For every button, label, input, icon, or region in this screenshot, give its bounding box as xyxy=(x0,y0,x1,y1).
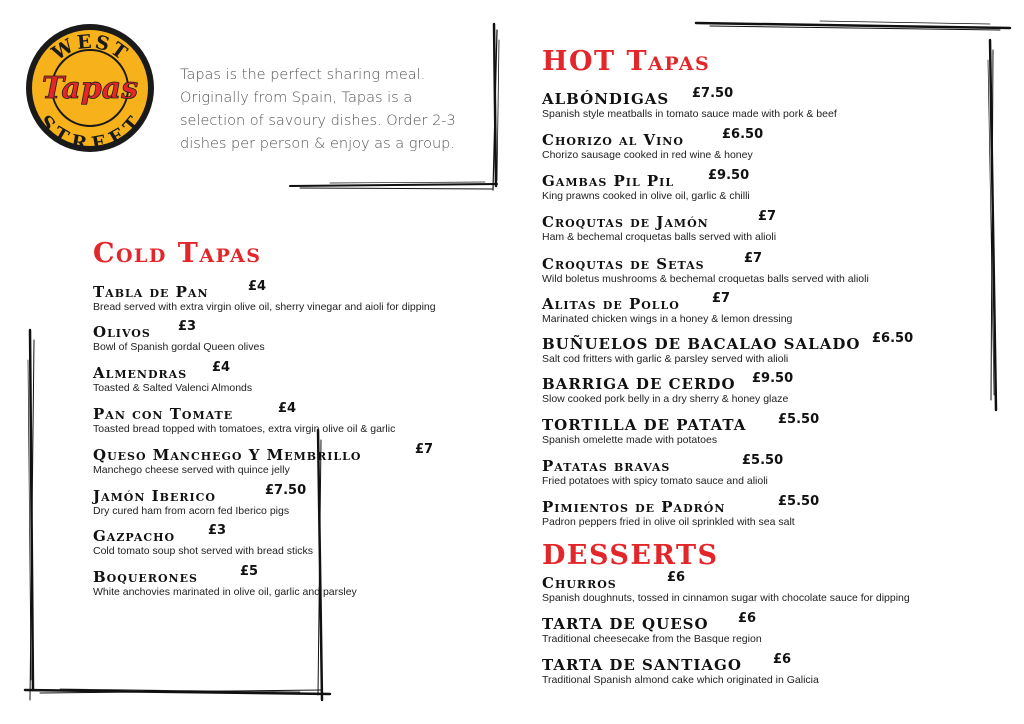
menu-item xyxy=(542,494,820,529)
menu-item xyxy=(542,453,784,488)
menu-item-description: White anchovies marinated in olive oil, garlic and parsley xyxy=(93,586,357,598)
menu-item-name: Churros xyxy=(542,574,617,592)
svg-text:STREET: STREET xyxy=(34,110,146,154)
menu-item-name: Jamón Iberico xyxy=(93,487,216,505)
menu-item-description: Slow cooked pork belly in a dry sherry & honey glaze xyxy=(542,393,789,405)
menu-item-name: Pan con Tomate xyxy=(93,405,234,423)
svg-text:WEST: WEST xyxy=(48,30,133,66)
menu-item-price: £7 xyxy=(712,291,731,306)
menu-item-description: Spanish doughnuts, tossed in cinnamon sugar with chocolate sauce for dipping xyxy=(542,592,910,604)
menu-item-name: Queso Manchego Y Membrillo xyxy=(93,446,362,464)
west-street-tapas-logo xyxy=(24,22,156,154)
menu-item-price: £7 xyxy=(415,442,434,457)
menu-item-price: £5.50 xyxy=(778,494,820,509)
menu-item xyxy=(542,611,762,646)
menu-item xyxy=(542,570,910,605)
menu-item xyxy=(93,564,357,599)
menu-item-description: Toasted & Salted Valenci Almonds xyxy=(93,382,253,394)
menu-item xyxy=(542,251,869,286)
menu-item-name: Tabla de Pan xyxy=(93,283,209,301)
menu-item-name: Croqutas de Jamón xyxy=(542,213,709,231)
menu-item-price: £5 xyxy=(240,564,259,579)
menu-item-name: Patatas bravas xyxy=(542,457,671,475)
menu-item xyxy=(93,279,436,314)
menu-item-name: Croqutas de Setas xyxy=(542,255,705,273)
menu-item-price: £3 xyxy=(208,523,227,538)
menu-item-price: £7.50 xyxy=(692,86,734,101)
menu-item-price: £6 xyxy=(773,652,792,667)
svg-text:Tapas: Tapas xyxy=(41,71,139,106)
menu-item xyxy=(542,331,914,366)
menu-item xyxy=(93,319,265,354)
menu-item-name: TORTILLA DE PATATA xyxy=(542,416,747,434)
menu-item-description: Wild boletus mushrooms & bechemal croquetas balls served with alioli xyxy=(542,273,869,285)
intro-text: Tapas is the perfect sharing meal. Originally from Spain, Tapas is a selection of savoury dishes. Order 2-3 dishes per person & enjoy as a group. xyxy=(180,67,456,152)
menu-item-name: Chorizo al Vino xyxy=(542,131,684,149)
menu-item-description: Chorizo sausage cooked in red wine & honey xyxy=(542,149,753,161)
menu-item xyxy=(542,291,793,326)
menu-item xyxy=(93,360,253,395)
menu-item-name: Gazpacho xyxy=(93,527,176,545)
menu-item-name: Almendras xyxy=(93,364,188,382)
menu-item xyxy=(542,127,764,162)
menu-item xyxy=(93,483,307,518)
menu-item-price: £5.50 xyxy=(742,453,784,468)
menu-item-price: £6.50 xyxy=(722,127,764,142)
menu-item-description: Toasted bread topped with tomatoes, extra virgin olive oil & garlic xyxy=(93,423,396,435)
menu-item xyxy=(542,86,837,121)
desserts-title: DESSERTS xyxy=(542,540,719,571)
menu-item-description: Marinated chicken wings in a honey & lemon dressing xyxy=(542,313,793,325)
menu-item-description: Traditional Spanish almond cake which originated in Galicia xyxy=(542,674,819,686)
menu-item-price: £5.50 xyxy=(778,412,820,427)
menu-item-price: £4 xyxy=(212,360,231,375)
menu-item-name: TARTA DE SANTIAGO xyxy=(542,656,742,674)
menu-item-description: Cold tomato soup shot served with bread sticks xyxy=(93,545,314,557)
menu-item-description: Padron peppers fried in olive oil sprinkled with sea salt xyxy=(542,516,795,528)
menu-item-name: ALBÓNDIGAS xyxy=(542,90,670,108)
menu-item xyxy=(93,442,434,477)
menu-item-name: TARTA DE QUESO xyxy=(542,615,709,633)
menu-item xyxy=(542,209,777,244)
menu-item-description: Bowl of Spanish gordal Queen olives xyxy=(93,341,265,353)
menu-item-price: £7 xyxy=(744,251,763,266)
menu-item-name: Alitas de Pollo xyxy=(542,295,680,313)
menu-item xyxy=(542,168,750,203)
menu-item-description: Manchego cheese served with quince jelly xyxy=(93,464,290,476)
cold-tapas-title: Cold Tapas xyxy=(93,238,262,269)
menu-item-name: Pimientos de Padrón xyxy=(542,498,726,516)
menu-item-description: Traditional cheesecake from the Basque region xyxy=(542,633,762,645)
menu-item-price: £9.50 xyxy=(752,371,794,386)
menu-item-description: Spanish style meatballs in tomato sauce made with pork & beef xyxy=(542,108,837,120)
menu-item xyxy=(542,412,820,447)
menu-item-name: Olivos xyxy=(93,323,151,341)
menu-item-description: Ham & bechemal croquetas balls served with alioli xyxy=(542,231,777,243)
menu-item-price: £4 xyxy=(278,401,297,416)
menu-item xyxy=(93,523,314,558)
menu-item-price: £6 xyxy=(738,611,757,626)
menu-item-price: £7 xyxy=(758,209,777,224)
menu-item-description: Bread served with extra virgin olive oil, sherry vinegar and aioli for dipping xyxy=(93,301,436,313)
menu-item-price: £6.50 xyxy=(872,331,914,346)
menu-item xyxy=(93,401,396,436)
menu-item-description: Salt cod fritters with garlic & parsley served with alioli xyxy=(542,353,789,365)
menu-item-price: £6 xyxy=(667,570,686,585)
menu-item-name: BUÑUELOS DE BACALAO SALADO xyxy=(542,335,861,353)
menu-item xyxy=(542,652,819,687)
menu-item-price: £9.50 xyxy=(708,168,750,183)
menu-item xyxy=(542,371,794,406)
menu-item-description: Fried potatoes with spicy tomato sauce and alioli xyxy=(542,475,768,487)
menu-item-name: Boquerones xyxy=(93,568,198,586)
menu-item-name: BARRIGA DE CERDO xyxy=(542,375,736,393)
menu-item-name: Gambas Pil Pil xyxy=(542,172,675,190)
menu-item-price: £4 xyxy=(248,279,267,294)
menu-item-price: £7.50 xyxy=(265,483,307,498)
menu-item-description: King prawns cooked in olive oil, garlic & chilli xyxy=(542,190,750,202)
hot-tapas-title: HOT Tapas xyxy=(542,46,711,77)
menu-item-description: Spanish omelette made with potatoes xyxy=(542,434,718,446)
menu-item-description: Dry cured ham from acorn fed Iberico pigs xyxy=(93,505,290,517)
menu-item-price: £3 xyxy=(178,319,197,334)
